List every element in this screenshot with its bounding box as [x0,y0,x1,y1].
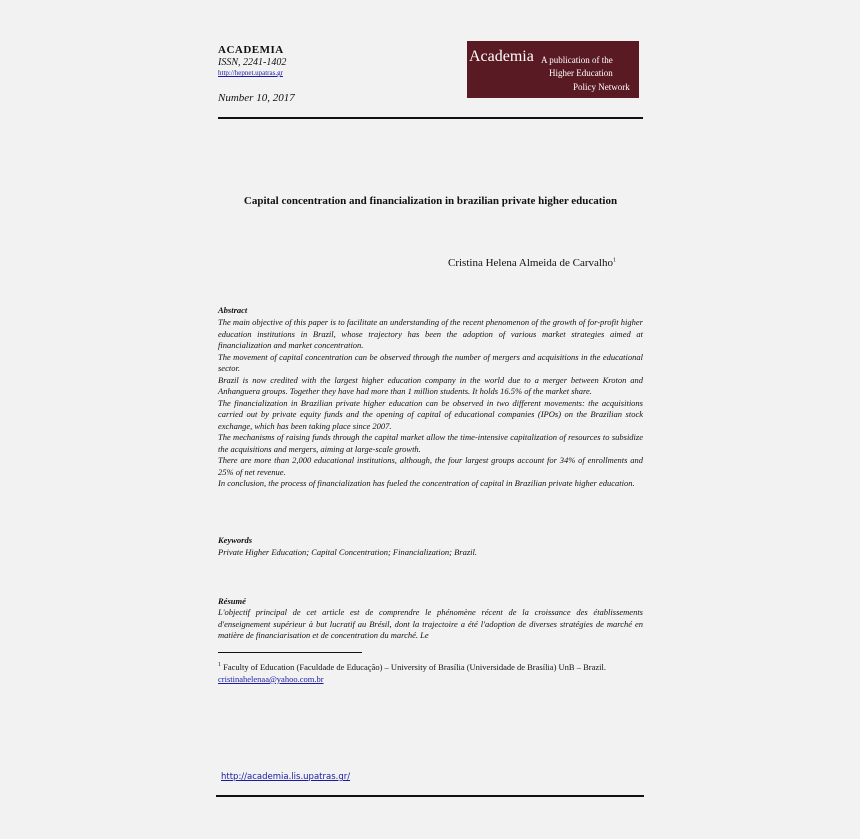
footer-rule [216,795,644,797]
abstract-paragraph: The main objective of this paper is to facilitate an understanding of the recent phenomenon of the growth of for-profit higher education institutions in Brazil, whose trajectory has been the adoption of various market strategies aimed at financialization and market concentration. [218,317,643,350]
abstract-body [218,317,643,490]
abstract-paragraph: The financialization in Brazilian private higher education can be observed in two different movements: the acquisitions carried out by private equity funds and the opening of capital of educational companies (IPOs) on the Brazilian stock exchange, which has been taking place since 2007. [218,397,643,431]
author-email-link[interactable]: cristinahelenaa@yahoo.com.br [218,673,324,684]
journal-number: Number 10, 2017 [218,92,295,104]
footnote-text: Faculty of Education (Faculdade de Educação) – University of Brasília (Universidade de Brasília) UnB – Brazil. [221,661,606,672]
abstract-paragraph: Brazil is now credited with the largest higher education company in the world due to a merger between Kroton and Anhanguera groups. Together they have had more than 1 million students. It holds 16.5% of the market share. [218,374,643,396]
abstract-paragraph: There are more than 2,000 educational institutions, although, the four largest groups account for 34% of enrollments and 25% of net revenue. [218,455,643,477]
abstract-paragraph: In conclusion, the process of financialization has fueled the concentration of capital in Brazilian private higher education. [218,478,635,488]
journal-url-link[interactable]: http://hepnet.upatras.gr [218,69,283,77]
logo-line-1: A publication of the [541,55,613,65]
footer-url-link[interactable]: http://academia.lis.upatras.gr/ [221,772,351,782]
footnote-rule [218,652,362,653]
footnote [218,659,643,685]
keywords-text: Private Higher Education; Capital Concentration; Financialization; Brazil. [218,547,477,557]
journal-issn: ISSN, 2241-1402 [218,57,287,68]
author-name [448,257,616,269]
article-title: Capital concentration and financialization in brazilian private higher education [243,195,618,207]
author-name-text: Cristina Helena Almeida de Carvalho [448,257,613,269]
logo-word: Academia [469,48,534,65]
logo-line-2: Higher Education [549,68,613,78]
author-footnote-mark: 1 [612,257,616,264]
header-rule [218,117,643,119]
logo-line-3: Policy Network [573,82,630,92]
keywords-heading: Keywords [218,535,252,545]
resume-heading: Résumé [218,596,246,606]
abstract-paragraph: The mechanisms of raising funds through the capital market allow the time-intensive capitalization of resources to subsidize the acquisitions and mergers, aiming at large-scale growth. [218,432,643,454]
journal-name: ACADEMIA [218,44,284,56]
abstract-heading: Abstract [218,305,248,315]
footnote-mark: 1 [218,662,221,668]
abstract-paragraph: The movement of capital concentration can be observed through the number of mergers and acquisitions in the educational sector. [218,351,643,373]
resume-body: L'objectif principal de cet article est de comprendre le phénomène récent de la croissance des établissements d'enseignement supérieur à but lucratif au Brésil, dont la trajectoire a été l'adoption de diverses stratégies de marché en matière de financiarisation et de concentration du marché. Le [218,607,643,640]
academia-logo [467,41,639,98]
